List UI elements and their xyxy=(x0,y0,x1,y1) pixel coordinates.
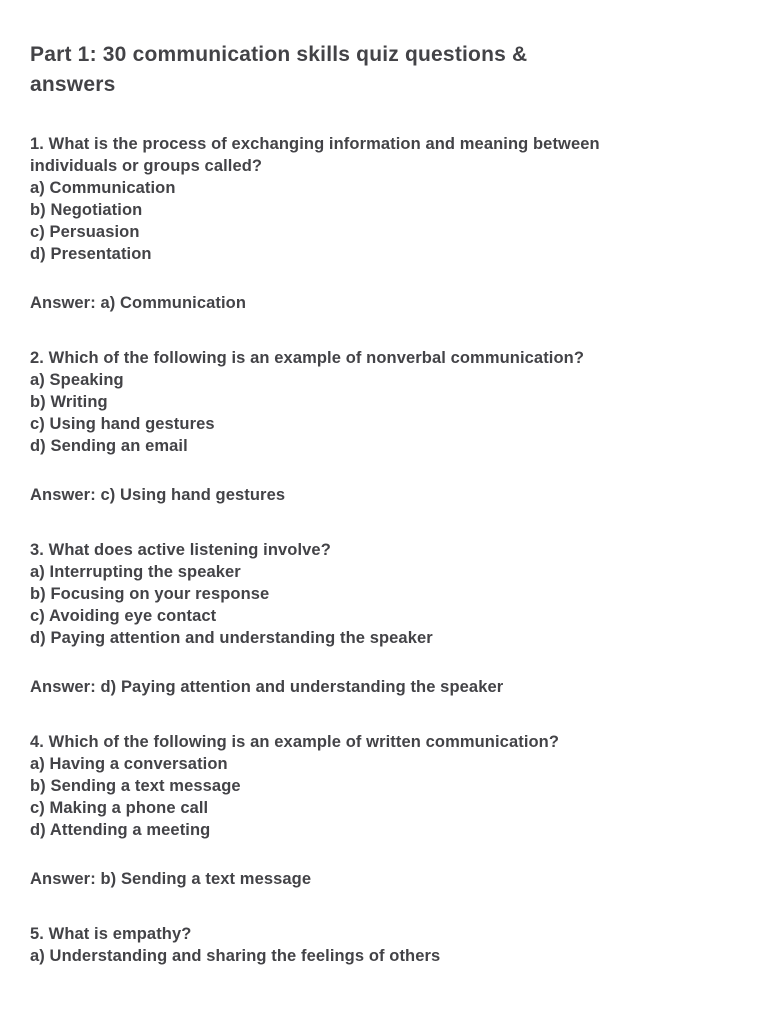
question-3-answer: Answer: d) Paying attention and understanding the speaker xyxy=(30,678,504,696)
question-4-text-line-1: 4. Which of the following is an example of written communication? xyxy=(30,733,560,751)
question-2-option-d: d) Sending an email xyxy=(30,437,188,455)
question-3-option-b: b) Focusing on your response xyxy=(30,585,270,603)
question-5-option-a: a) Understanding and sharing the feelings of others xyxy=(30,947,441,965)
question-2-option-c: c) Using hand gestures xyxy=(30,415,215,433)
question-1-option-b: b) Negotiation xyxy=(30,201,143,219)
question-4-option-d: d) Attending a meeting xyxy=(30,821,211,839)
question-1-text-line-1: 1. What is the process of exchanging information and meaning between xyxy=(30,135,600,153)
question-block-1 xyxy=(30,133,738,265)
question-3-option-a: a) Interrupting the speaker xyxy=(30,563,241,581)
question-3-option-d: d) Paying attention and understanding the speaker xyxy=(30,629,433,647)
page-title-line-1: Part 1: 30 communication skills quiz questions & xyxy=(30,43,528,66)
question-4-option-b: b) Sending a text message xyxy=(30,777,241,795)
question-1-answer: Answer: a) Communication xyxy=(30,294,247,312)
question-block-5 xyxy=(30,923,738,967)
question-3-text-line-1: 3. What does active listening involve? xyxy=(30,541,331,559)
question-block-3 xyxy=(30,539,738,649)
question-1-option-c: c) Persuasion xyxy=(30,223,140,241)
question-1-option-d: d) Presentation xyxy=(30,245,152,263)
question-2-option-b: b) Writing xyxy=(30,393,108,411)
page-title xyxy=(30,40,738,100)
question-1-text-line-2: individuals or groups called? xyxy=(30,157,263,175)
question-2-answer: Answer: c) Using hand gestures xyxy=(30,486,286,504)
question-block-4 xyxy=(30,731,738,841)
question-4-option-a: a) Having a conversation xyxy=(30,755,228,773)
page-title-line-2: answers xyxy=(30,73,116,96)
question-4-answer: Answer: b) Sending a text message xyxy=(30,870,312,888)
question-2-text-line-1: 2. Which of the following is an example of nonverbal communication? xyxy=(30,349,585,367)
question-block-2 xyxy=(30,347,738,457)
question-2-option-a: a) Speaking xyxy=(30,371,124,389)
question-1-option-a: a) Communication xyxy=(30,179,176,197)
question-3-option-c: c) Avoiding eye contact xyxy=(30,607,217,625)
question-4-option-c: c) Making a phone call xyxy=(30,799,209,817)
question-5-text-line-1: 5. What is empathy? xyxy=(30,925,192,943)
